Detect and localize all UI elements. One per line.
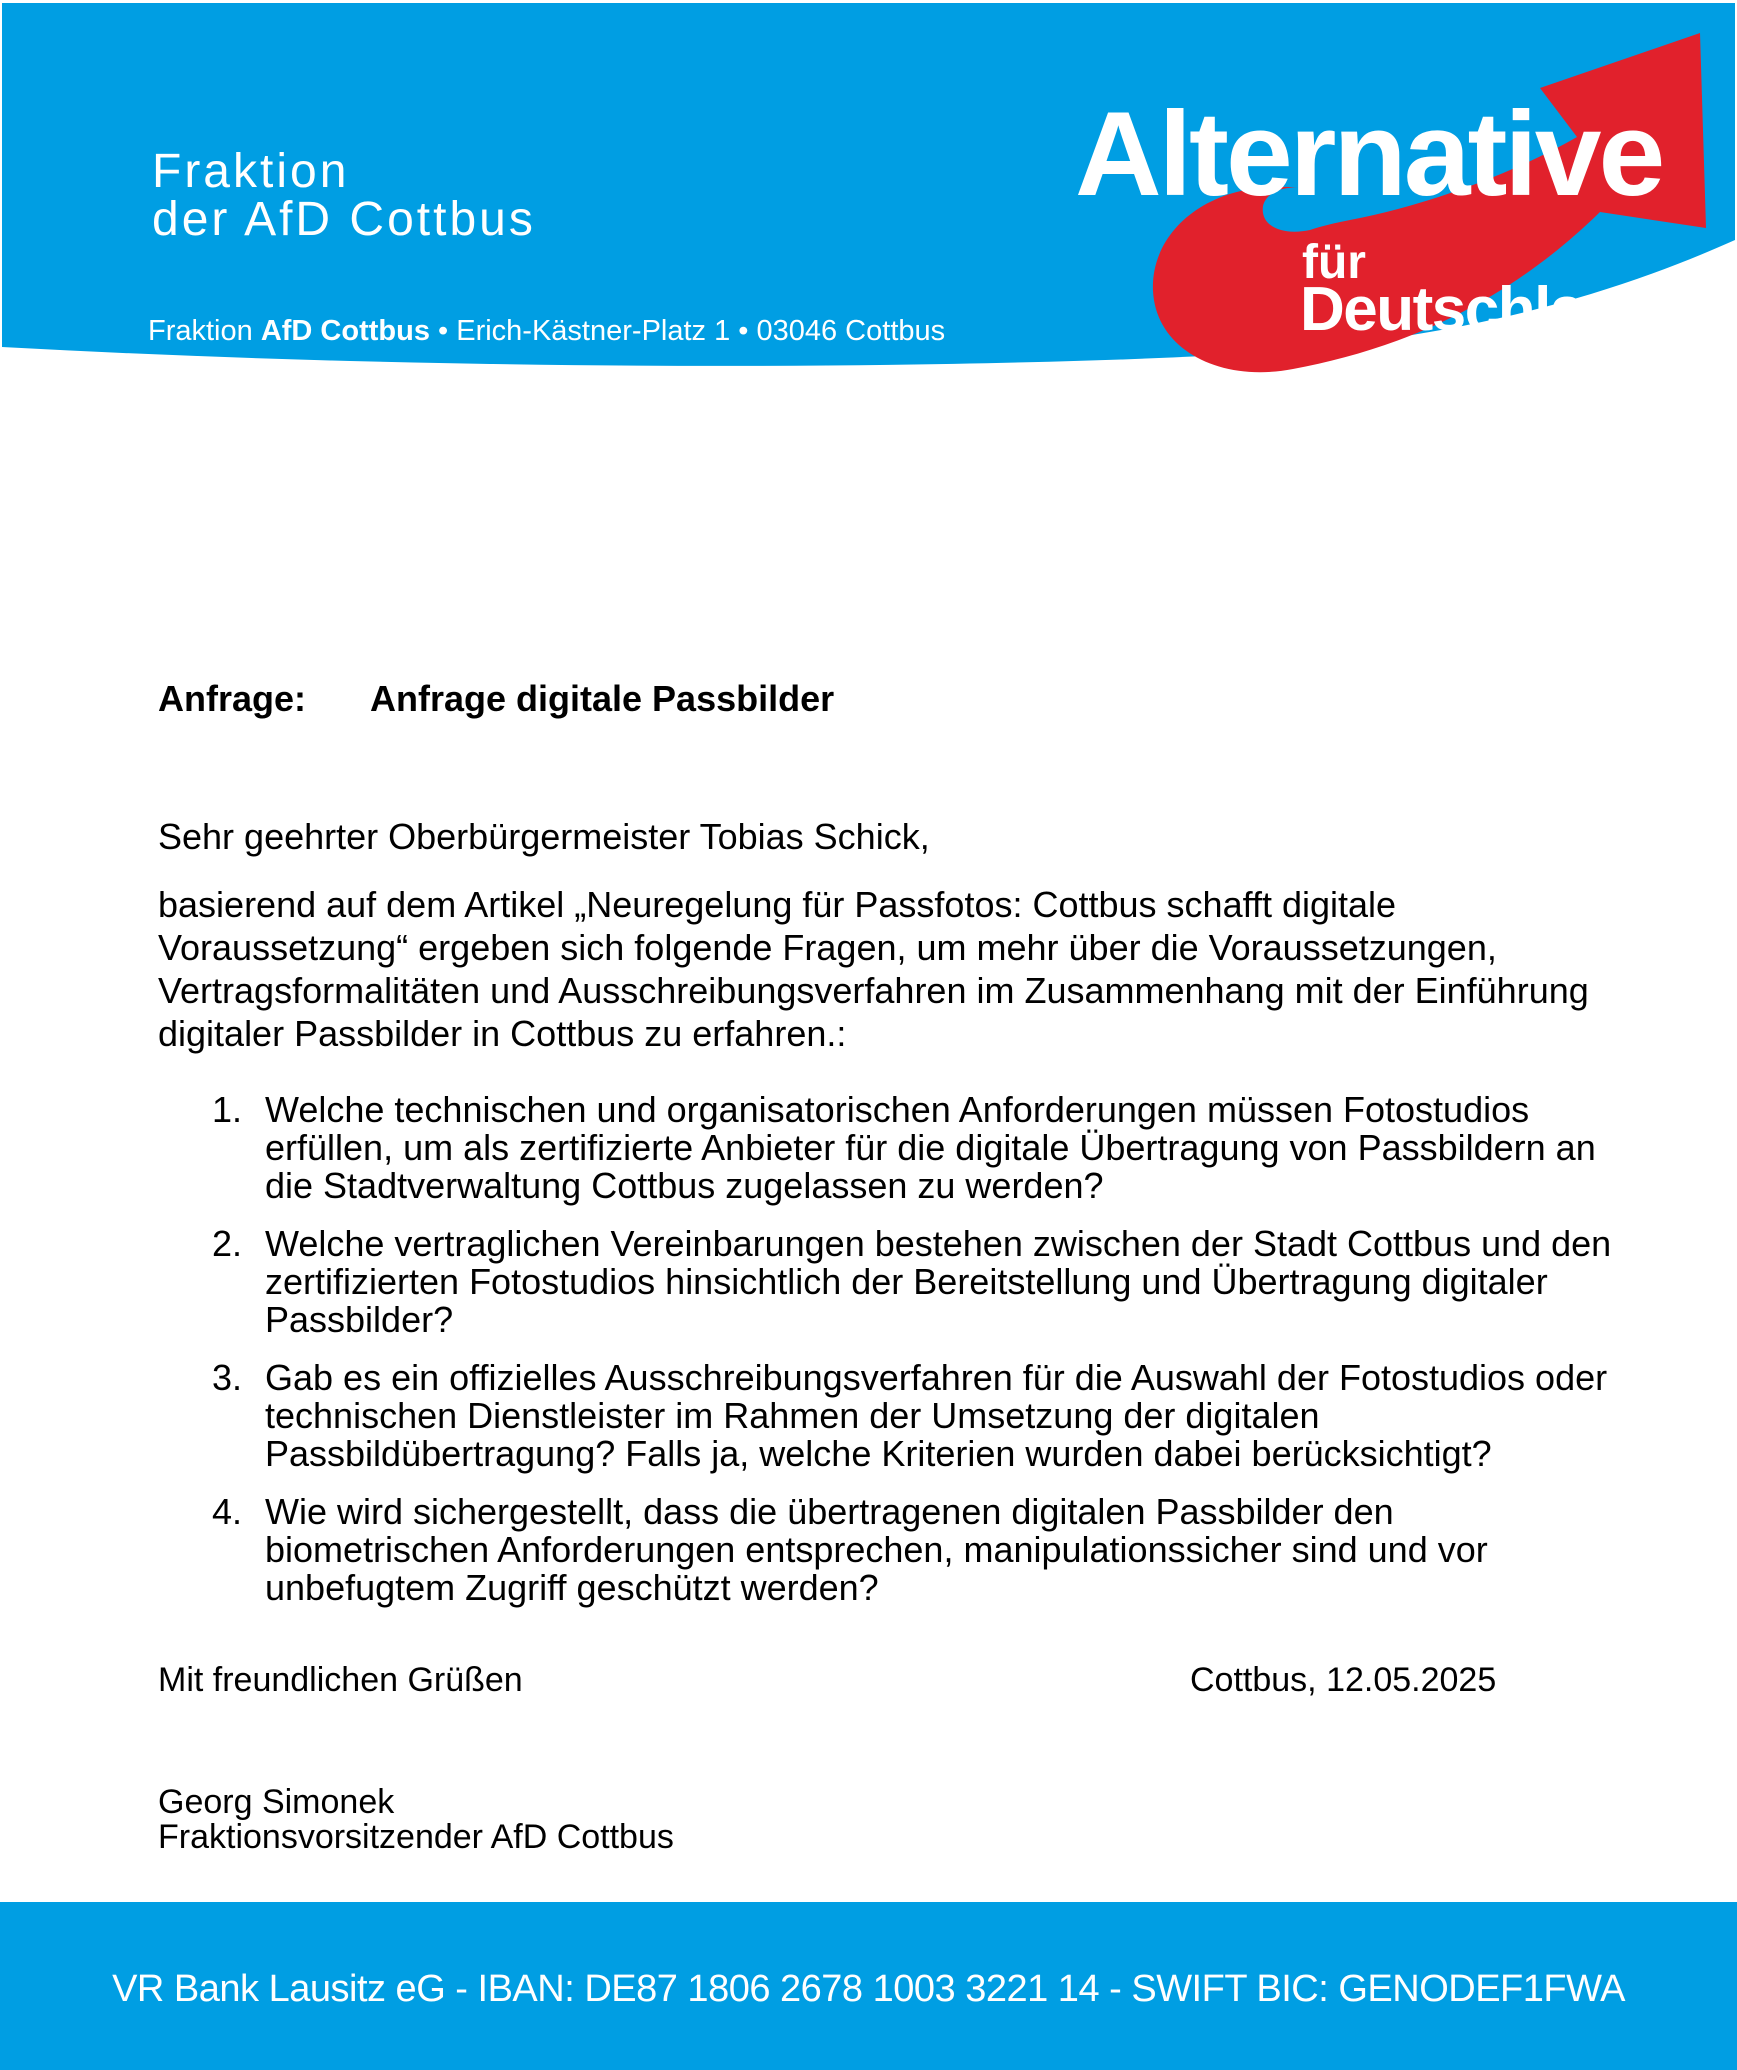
- subject-line: [158, 678, 1618, 720]
- subject-label: Anfrage:: [158, 678, 307, 719]
- letterhead: [0, 0, 1737, 380]
- paragraph-line: Voraussetzung“ ergeben sich folgende Fragen, um mehr über die Voraussetzungen,: [158, 927, 1497, 968]
- intro-paragraph: [158, 883, 1589, 1055]
- question-number: 4.: [212, 1491, 243, 1532]
- question-line: Welche technischen und organisatorischen Anforderungen müssen Fotostudios: [265, 1089, 1530, 1130]
- address-org-bold: AfD Cottbus: [260, 315, 430, 347]
- question-number: 3.: [212, 1357, 243, 1398]
- question-line: Welche vertraglichen Vereinbarungen bestehen zwischen der Stadt Cottbus und den: [265, 1223, 1612, 1264]
- logo-word-deutschland: Deutschland: [1300, 275, 1656, 344]
- paragraph-line: Vertragsformalitäten und Ausschreibungsverfahren im Zusammenhang mit der Einführung: [158, 970, 1589, 1011]
- salutation: Sehr geehrter Oberbürgermeister Tobias Schick,: [158, 816, 930, 857]
- question-line: zertifizierten Fotostudios hinsichtlich der Bereitstellung und Übertragung digitaler: [265, 1261, 1548, 1302]
- question-item-3: [212, 1357, 1608, 1474]
- subject-value: Anfrage digitale Passbilder: [370, 678, 835, 719]
- question-line: Passbilder?: [265, 1299, 454, 1340]
- bank-details-line: VR Bank Lausitz eG - IBAN: DE87 1806 2678 1003 3221 14 - SWIFT BIC: GENODEF1FWA: [112, 1967, 1625, 2010]
- address-street-city: • Erich-Kästner-Platz 1 • 03046 Cottbus: [429, 315, 946, 347]
- sender-address-line: [148, 315, 945, 347]
- closing-regards: Mit freundlichen Grüßen: [158, 1661, 523, 1699]
- question-line: biometrischen Anforderungen entsprechen, manipulationssicher sind und vor: [265, 1529, 1488, 1570]
- logo-word-alternative: Alternative: [1075, 87, 1663, 221]
- paragraph-line: basierend auf dem Artikel „Neuregelung für Passfotos: Cottbus schafft digitale: [158, 884, 1397, 925]
- question-item-1: [212, 1089, 1596, 1206]
- address-org: Fraktion: [148, 315, 261, 347]
- signer-name: Georg Simonek: [158, 1783, 395, 1821]
- question-line: Passbildübertragung? Falls ja, welche Kriterien wurden dabei berücksichtigt?: [265, 1433, 1492, 1474]
- question-item-4: [212, 1491, 1488, 1608]
- question-number: 2.: [212, 1223, 243, 1264]
- question-item-2: [212, 1223, 1612, 1340]
- question-line: technischen Dienstleister im Rahmen der Umsetzung der digitalen: [265, 1395, 1320, 1436]
- signature-block: [158, 1785, 674, 1855]
- question-line: die Stadtverwaltung Cottbus zugelassen zu werden?: [265, 1165, 1104, 1206]
- question-line: Gab es ein offizielles Ausschreibungsverfahren für die Auswahl der Fotostudios oder: [265, 1357, 1608, 1398]
- footer-bank-bar: [0, 1902, 1737, 2070]
- question-number: 1.: [212, 1089, 243, 1130]
- org-name-line2: der AfD Cottbus: [152, 193, 536, 246]
- place-and-date: Cottbus, 12.05.2025: [1190, 1661, 1497, 1699]
- signer-title: Fraktionsvorsitzender AfD Cottbus: [158, 1818, 674, 1856]
- paragraph-line: digitaler Passbilder in Cottbus zu erfahren.:: [158, 1013, 847, 1054]
- logo-word-fuer: für: [1302, 236, 1366, 289]
- question-line: unbefugtem Zugriff geschützt werden?: [265, 1567, 879, 1608]
- org-name-line1: Fraktion: [152, 145, 350, 198]
- question-line: erfüllen, um als zertifizierte Anbieter für die digitale Übertragung von Passbildern an: [265, 1127, 1596, 1168]
- question-line: Wie wird sichergestellt, dass die übertragenen digitalen Passbilder den: [265, 1491, 1394, 1532]
